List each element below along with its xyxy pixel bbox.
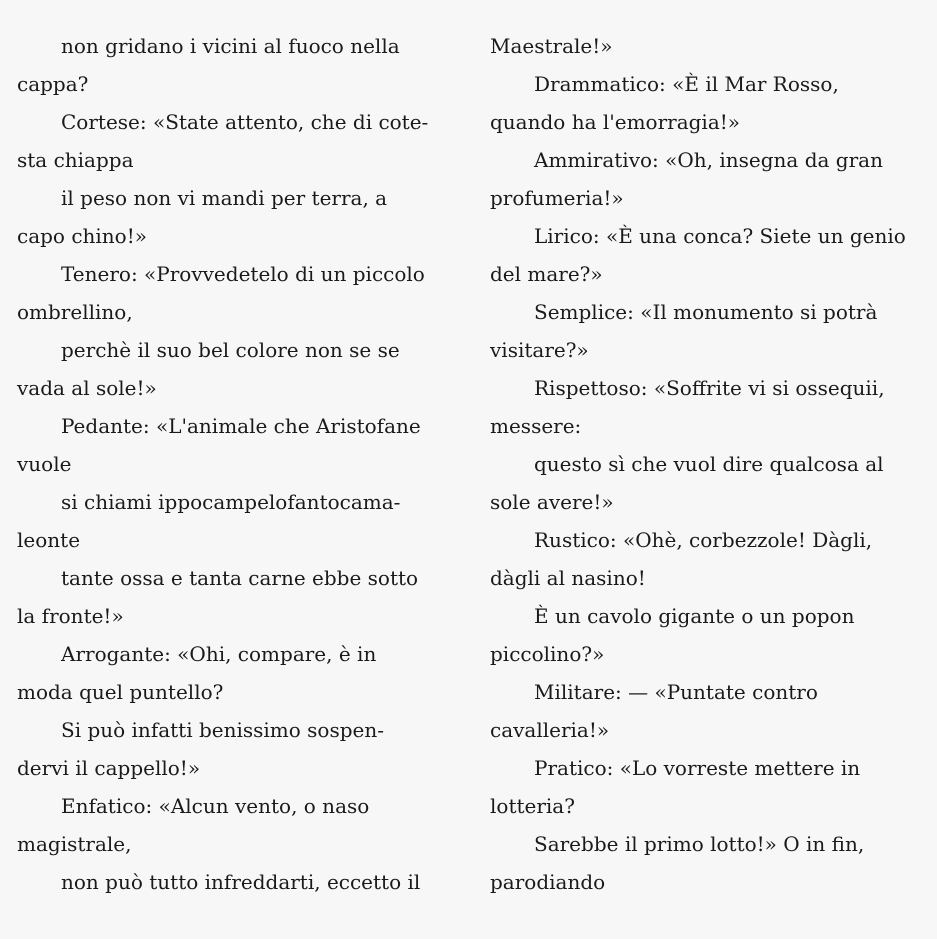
text-line: Enfatico: «Alcun vento, o naso	[61, 794, 370, 818]
text-line: si chiami ippocampelofantocama-	[61, 490, 401, 514]
text-line: quando ha l'emorragia!»	[490, 110, 741, 134]
text-line: non può tutto infreddarti, eccetto il	[61, 870, 421, 894]
text-line: perchè il suo bel colore non se se	[61, 338, 400, 362]
text-line: È un cavolo gigante o un popon	[534, 604, 855, 628]
text-line: Arrogante: «Ohi, compare, è in	[61, 642, 377, 666]
text-line: lotteria?	[490, 794, 575, 818]
text-line: dàgli al nasino!	[490, 566, 646, 590]
text-line: Cortese: «State attento, che di cote-	[61, 110, 429, 134]
text-line: Pedante: «L'animale che Aristofane	[61, 414, 421, 438]
text-line: cappa?	[17, 72, 89, 96]
text-line: Rispettoso: «Soffrite vi si ossequii,	[534, 376, 885, 400]
text-line: sole avere!»	[490, 490, 614, 514]
text-line: Tenero: «Provvedetelo di un piccolo	[61, 262, 425, 286]
text-line: capo chino!»	[17, 224, 147, 248]
text-line: dervi il cappello!»	[17, 756, 201, 780]
text-line: Rustico: «Ohè, corbezzole! Dàgli,	[534, 528, 873, 552]
text-line: Drammatico: «È il Mar Rosso,	[534, 72, 839, 96]
text-line: il peso non vi mandi per terra, a	[61, 186, 388, 210]
text-line: tante ossa e tanta carne ebbe sotto	[61, 566, 419, 590]
text-line: la fronte!»	[17, 604, 124, 628]
text-line: ombrellino,	[17, 300, 133, 324]
right-column	[490, 27, 930, 901]
text-line: vada al sole!»	[17, 376, 157, 400]
text-line: vuole	[17, 452, 72, 476]
left-column	[17, 27, 457, 901]
text-line: cavalleria!»	[490, 718, 610, 742]
text-line: sta chiappa	[17, 148, 134, 172]
text-line: Lirico: «È una conca? Siete un genio	[534, 224, 906, 248]
text-line: magistrale,	[17, 832, 132, 856]
text-line: Militare: — «Puntate contro	[534, 680, 818, 704]
text-line: questo sì che vuol dire qualcosa al	[534, 452, 884, 476]
text-line: Sarebbe il primo lotto!» O in fin,	[534, 832, 865, 856]
text-line: Ammirativo: «Oh, insegna da gran	[534, 148, 883, 172]
text-line: profumeria!»	[490, 186, 624, 210]
text-line: moda quel puntello?	[17, 680, 224, 704]
text-line: del mare?»	[490, 262, 603, 286]
text-line: leonte	[17, 528, 81, 552]
text-line: Semplice: «Il monumento si potrà	[534, 300, 878, 324]
text-line: piccolino?»	[490, 642, 605, 666]
text-line: parodiando	[490, 870, 606, 894]
text-line: visitare?»	[490, 338, 589, 362]
text-line: non gridano i vicini al fuoco nella	[61, 34, 400, 58]
text-line: Pratico: «Lo vorreste mettere in	[534, 756, 861, 780]
text-line: Si può infatti benissimo sospen-	[61, 718, 385, 742]
text-line: Maestrale!»	[490, 34, 613, 58]
text-line: messere:	[490, 414, 582, 438]
